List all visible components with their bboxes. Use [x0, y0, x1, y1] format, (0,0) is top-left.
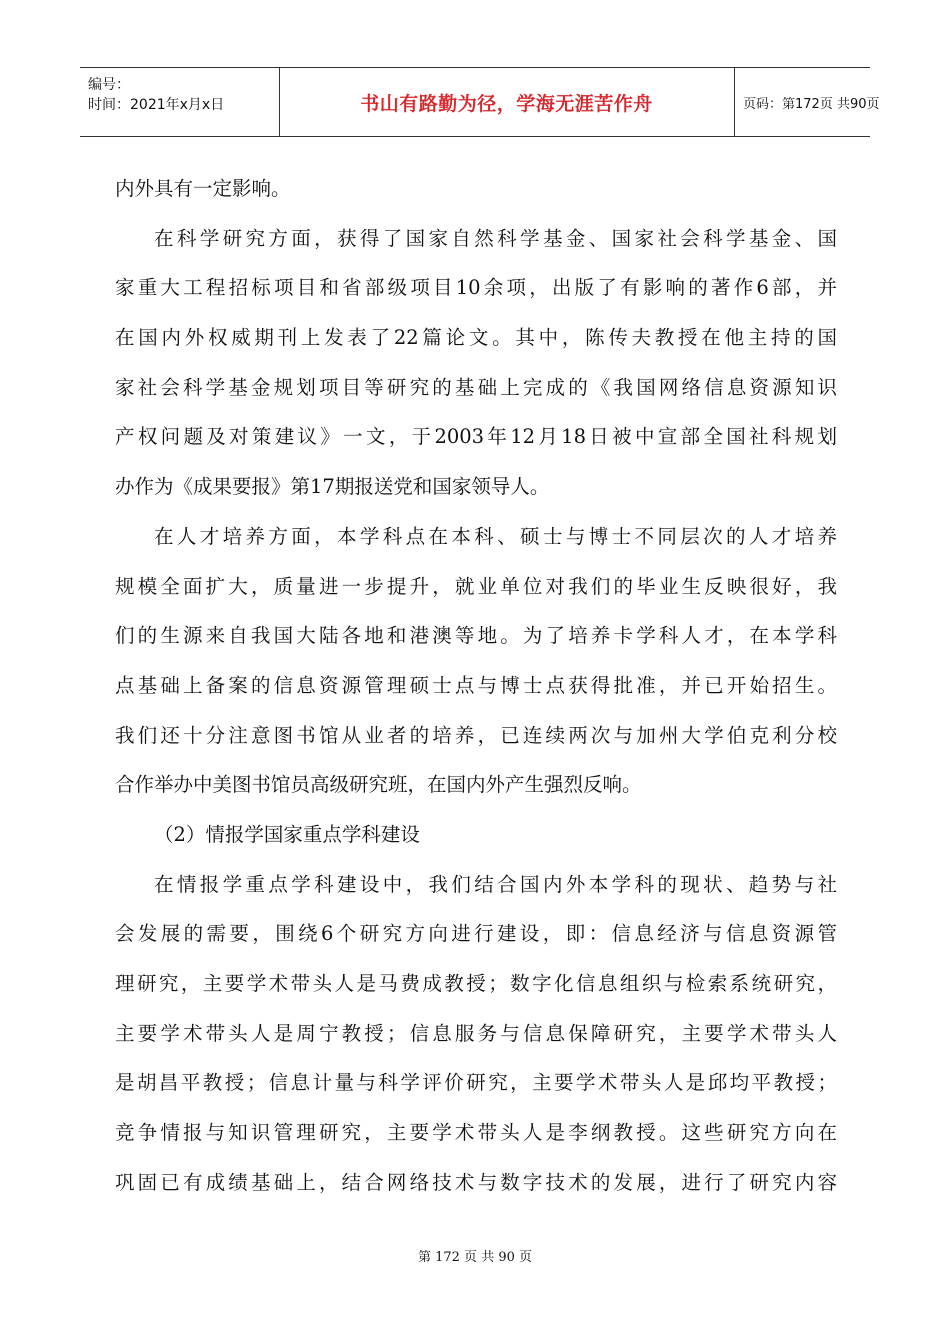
document-number-label: 编号：	[88, 77, 130, 93]
document-time-label: 时间：2021年x月x日	[88, 97, 225, 113]
header-meta-cell	[80, 68, 280, 136]
text-line: 竞争情报与知识管理研究，主要学术带头人是李纲教授。这些研究方向在	[115, 1121, 837, 1145]
text-line: 办作为《成果要报》第17期报送党和国家领导人。	[115, 475, 550, 499]
text-line: 巩固已有成绩基础上，结合网络技术与数字技术的发展，进行了研究内容	[115, 1170, 837, 1194]
document-body	[115, 164, 837, 1207]
text-line: 家社会科学基金规划项目等研究的基础上完成的《我国网络信息资源知识	[115, 375, 837, 399]
text-line: 在科学研究方面，获得了国家自然科学基金、国家社会科学基金、国	[154, 226, 837, 250]
text-line: 合作举办中美图书馆员高级研究班，在国内外产生强烈反响。	[115, 773, 642, 797]
text-line: 在情报学重点学科建设中，我们结合国内外本学科的现状、趋势与社	[154, 872, 837, 896]
text-line: 主要学术带头人是周宁教授；信息服务与信息保障研究，主要学术带头人	[115, 1021, 837, 1045]
text-line: 产权问题及对策建议》一文，于2003年12月18日被中宣部全国社科规划	[115, 425, 837, 449]
section-heading	[115, 810, 837, 860]
page-footer: 第 172 页 共 90 页	[417, 1250, 533, 1265]
text-line: 规模全面扩大，质量进一步提升，就业单位对我们的毕业生反映很好，我	[115, 574, 837, 598]
text-line: 家重大工程招标项目和省部级项目10余项，出版了有影响的著作6部，并	[115, 276, 837, 300]
document-header	[80, 67, 880, 137]
text-line: 会发展的需要，围绕6个研究方向进行建设，即：信息经济与信息资源管	[115, 922, 837, 946]
text-line: 点基础上备案的信息资源管理硕士点与博士点获得批准，并已开始招生。	[115, 673, 837, 697]
header-page-code: 页码：第172页 共90页	[743, 96, 880, 112]
text-line: （2）情报学国家重点学科建设	[154, 822, 420, 846]
body-paragraph	[115, 512, 837, 810]
text-line: 在人才培养方面，本学科点在本科、硕士与博士不同层次的人才培养	[154, 524, 837, 548]
text-line: 理研究，主要学术带头人是马费成教授；数字化信息组织与检索系统研究，	[115, 972, 837, 995]
text-line: 我们还十分注意图书馆从业者的培养，已连续两次与加州大学伯克利分校	[115, 723, 837, 747]
text-line: 们的生源来自我国大陆各地和港澳等地。为了培养卡学科人才，在本学科	[115, 624, 837, 648]
text-line: 是胡昌平教授；信息计量与科学评价研究，主要学术带头人是邱均平教授；	[115, 1071, 837, 1095]
header-motto-cell	[279, 68, 735, 136]
body-paragraph	[115, 860, 837, 1208]
text-line: 内外具有一定影响。	[115, 177, 291, 200]
header-motto: 书山有路勤为径，学海无涯苦作舟	[360, 92, 653, 115]
body-paragraph	[115, 214, 837, 512]
header-page-cell	[734, 68, 880, 136]
text-line: 在国内外权威期刊上发表了22篇论文。其中，陈传夫教授在他主持的国	[115, 326, 837, 350]
body-paragraph	[115, 164, 837, 214]
